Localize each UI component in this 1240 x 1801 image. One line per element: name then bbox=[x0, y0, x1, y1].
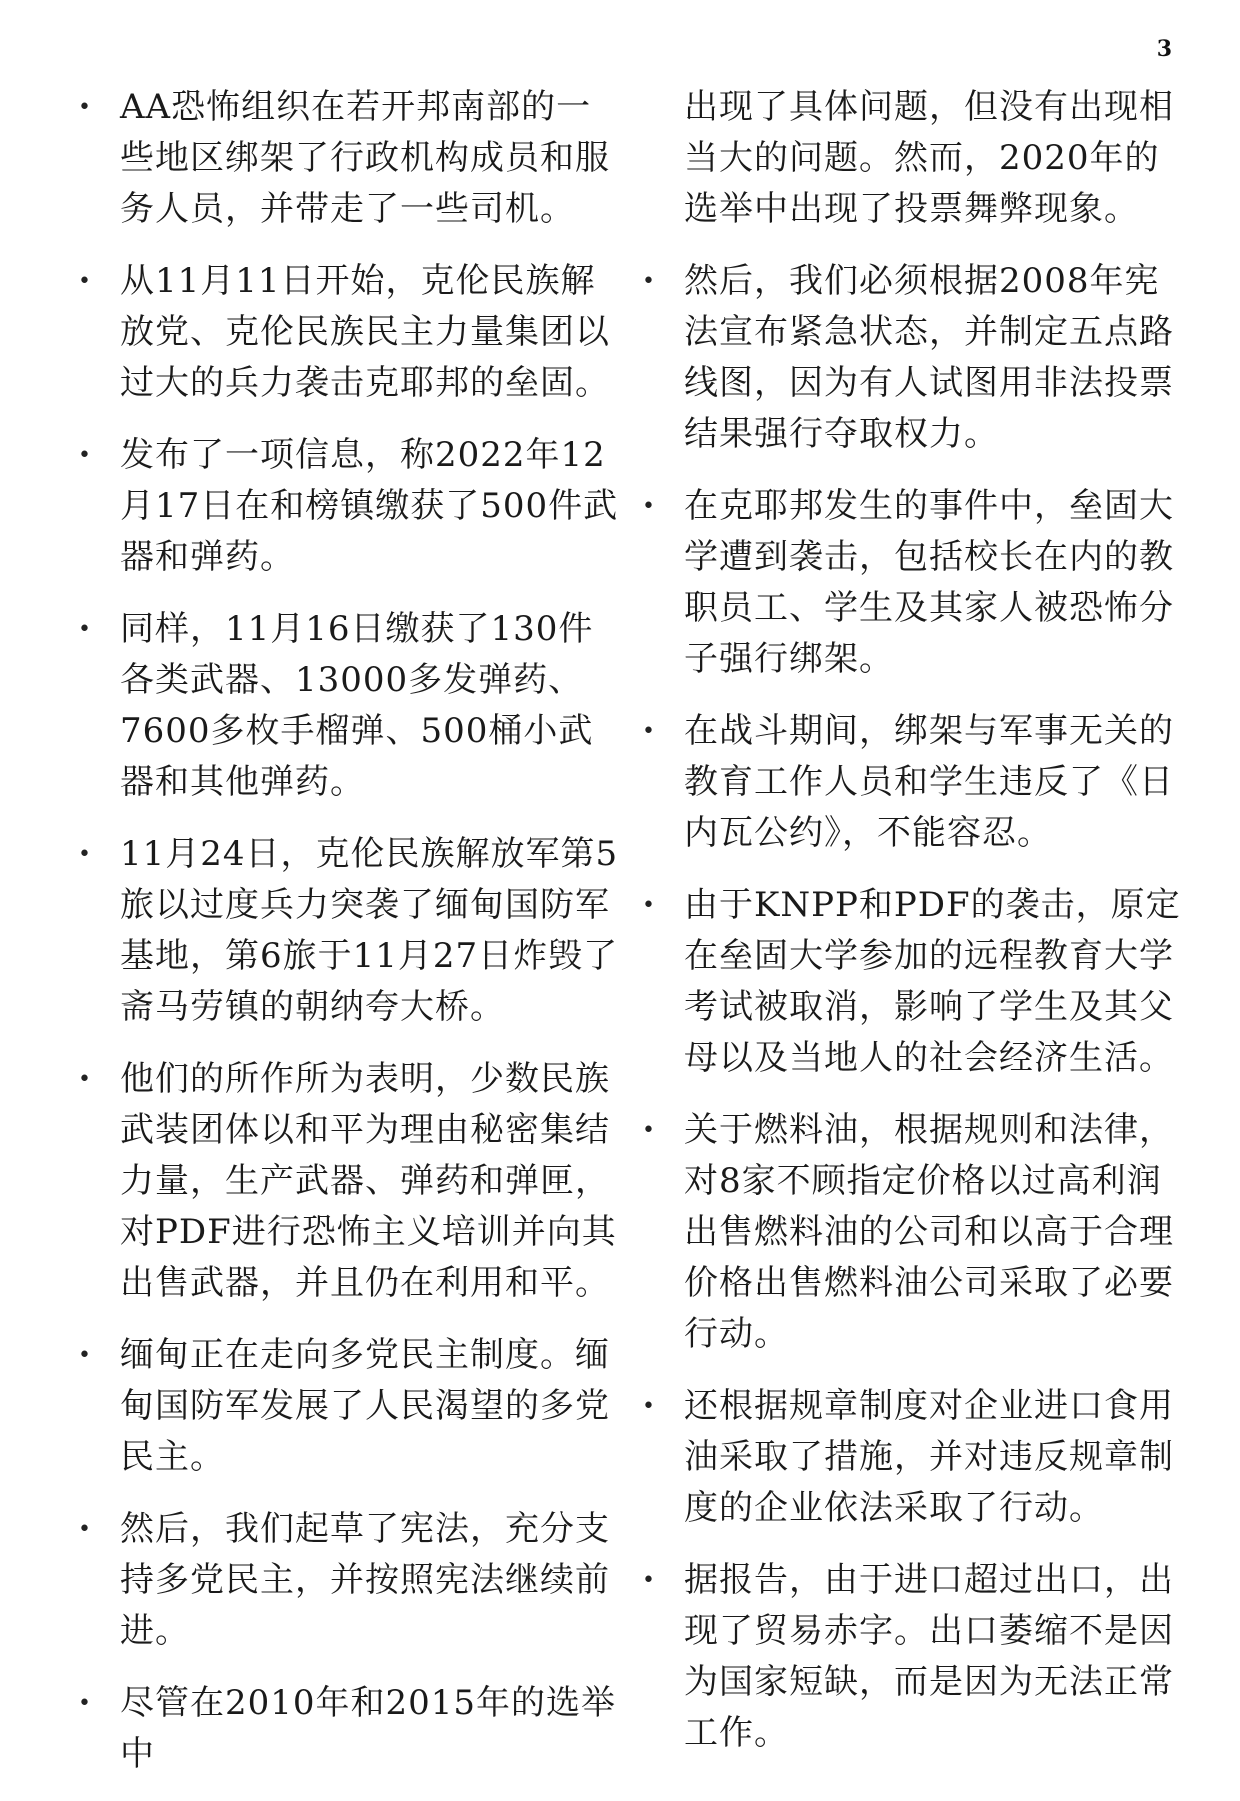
bullet-item: • 然后，我们起草了宪法，充分支持多党民主，并按照宪法继续前进。 bbox=[120, 1504, 620, 1657]
bullet-item: • 缅甸正在走向多党民主制度。缅甸国防军发展了人民渴望的多党民主。 bbox=[120, 1330, 620, 1483]
continued-paragraph: 出现了具体问题，但没有出现相当大的问题。然而，2020年的选举中出现了投票舞弊现象。 bbox=[684, 87, 1174, 229]
bullet-item: • 关于燃料油，根据规则和法律，对8家不顾指定价格以过高利润出售燃料油的公司和以高于合理价格出售燃料油公司采取了必要行动。 bbox=[684, 1105, 1184, 1360]
bullet-item: • 由于KNPP和PDF的袭击，原定在垒固大学参加的远程教育大学考试被取消，影响了学生及其父母以及当地人的社会经济生活。 bbox=[684, 880, 1184, 1084]
bullet-item: • 他们的所作所为表明，少数民族武装团体以和平为理由秘密集结力量，生产武器、弹药和弹匣，对PDF进行恐怖主义培训并向其出售武器，并且仍在利用和平。 bbox=[120, 1054, 620, 1309]
bullet-item: • 从11月11日开始，克伦民族解放党、克伦民族民主力量集团以过大的兵力袭击克耶邦的垒固。 bbox=[120, 256, 620, 409]
bullet-item: • 据报告，由于进口超过出口，出现了贸易赤字。出口萎缩不是因为国家短缺，而是因为无法正常工作。 bbox=[684, 1555, 1184, 1759]
left-column bbox=[120, 82, 620, 1801]
bullet-item: • 在克耶邦发生的事件中，垒固大学遭到袭击，包括校长在内的教职员工、学生及其家人被恐怖分子强行绑架。 bbox=[684, 481, 1184, 685]
bullet-item: • 在战斗期间，绑架与军事无关的教育工作人员和学生违反了《日内瓦公约》，不能容忍。 bbox=[684, 706, 1184, 859]
bullet-item: • 还根据规章制度对企业进口食用油采取了措施，并对违反规章制度的企业依法采取了行动。 bbox=[684, 1381, 1184, 1534]
bullet-item: • AA恐怖组织在若开邦南部的一些地区绑架了行政机构成员和服务人员，并带走了一些司机。 bbox=[120, 82, 620, 235]
bullet-item: • 同样，11月16日缴获了130件各类武器、13000多发弹药、7600多枚手榴弹、500桶小武器和其他弹药。 bbox=[120, 604, 620, 808]
page-number: 3 bbox=[1156, 36, 1172, 62]
bullet-item: • 发布了一项信息，称2022年12月17日在和榜镇缴获了500件武器和弹药。 bbox=[120, 430, 620, 583]
bullet-item: • 然后，我们必须根据2008年宪法宣布紧急状态，并制定五点路线图，因为有人试图用非法投票结果强行夺取权力。 bbox=[684, 256, 1184, 460]
right-column bbox=[684, 82, 1184, 1780]
bullet-item: • 11月24日，克伦民族解放军第5旅以过度兵力突袭了缅甸国防军基地，第6旅于11月27日炸毁了斋马劳镇的朝纳夸大桥。 bbox=[120, 829, 620, 1033]
bullet-item: • 尽管在2010年和2015年的选举中 bbox=[120, 1678, 620, 1780]
